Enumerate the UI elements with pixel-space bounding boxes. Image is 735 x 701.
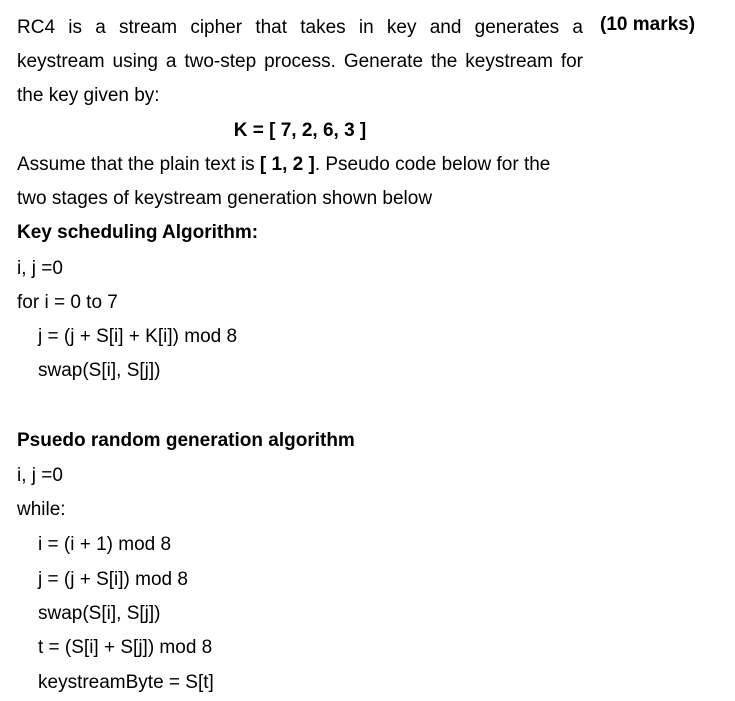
ksa-line-init: i, j =0 xyxy=(17,258,63,279)
marks-label: (10 marks) xyxy=(600,14,696,35)
prga-line-init: i, j =0 xyxy=(17,465,63,486)
prga-line-t-calc: t = (S[i] + S[j]) mod 8 xyxy=(38,637,213,658)
prga-line-keystream: keystreamByte = S[t] xyxy=(38,672,214,693)
prga-line-j-update: j = (j + S[i]) mod 8 xyxy=(38,569,188,590)
key-formula: K = [ 7, 2, 6, 3 ] xyxy=(233,120,367,141)
prga-line-swap: swap(S[i], S[j]) xyxy=(38,603,161,624)
plaintext-sentence xyxy=(17,154,550,176)
ksa-line-j-update: j = (j + S[i] + K[i]) mod 8 xyxy=(38,326,238,347)
ksa-line-swap: swap(S[i], S[j]) xyxy=(38,360,161,381)
plaintext-prefix: Assume that the plain text is xyxy=(17,154,260,175)
ksa-heading: Key scheduling Algorithm: xyxy=(17,222,259,243)
plaintext-value: [ 1, 2 ] xyxy=(259,154,315,175)
plaintext-suffix: . Pseudo code below for the xyxy=(314,154,551,175)
prga-line-i-update: i = (i + 1) mod 8 xyxy=(38,534,172,555)
ksa-line-for: for i = 0 to 7 xyxy=(17,292,118,313)
prga-line-while: while: xyxy=(17,499,66,520)
question-intro: RC4 is a stream cipher that takes in key and generates a keystream using a two-step process. Generate the keystream for the key given by: xyxy=(17,17,583,106)
prga-heading: Psuedo random generation algorithm xyxy=(17,430,355,451)
plaintext-sentence-line2: two stages of keystream generation shown below xyxy=(17,188,433,209)
